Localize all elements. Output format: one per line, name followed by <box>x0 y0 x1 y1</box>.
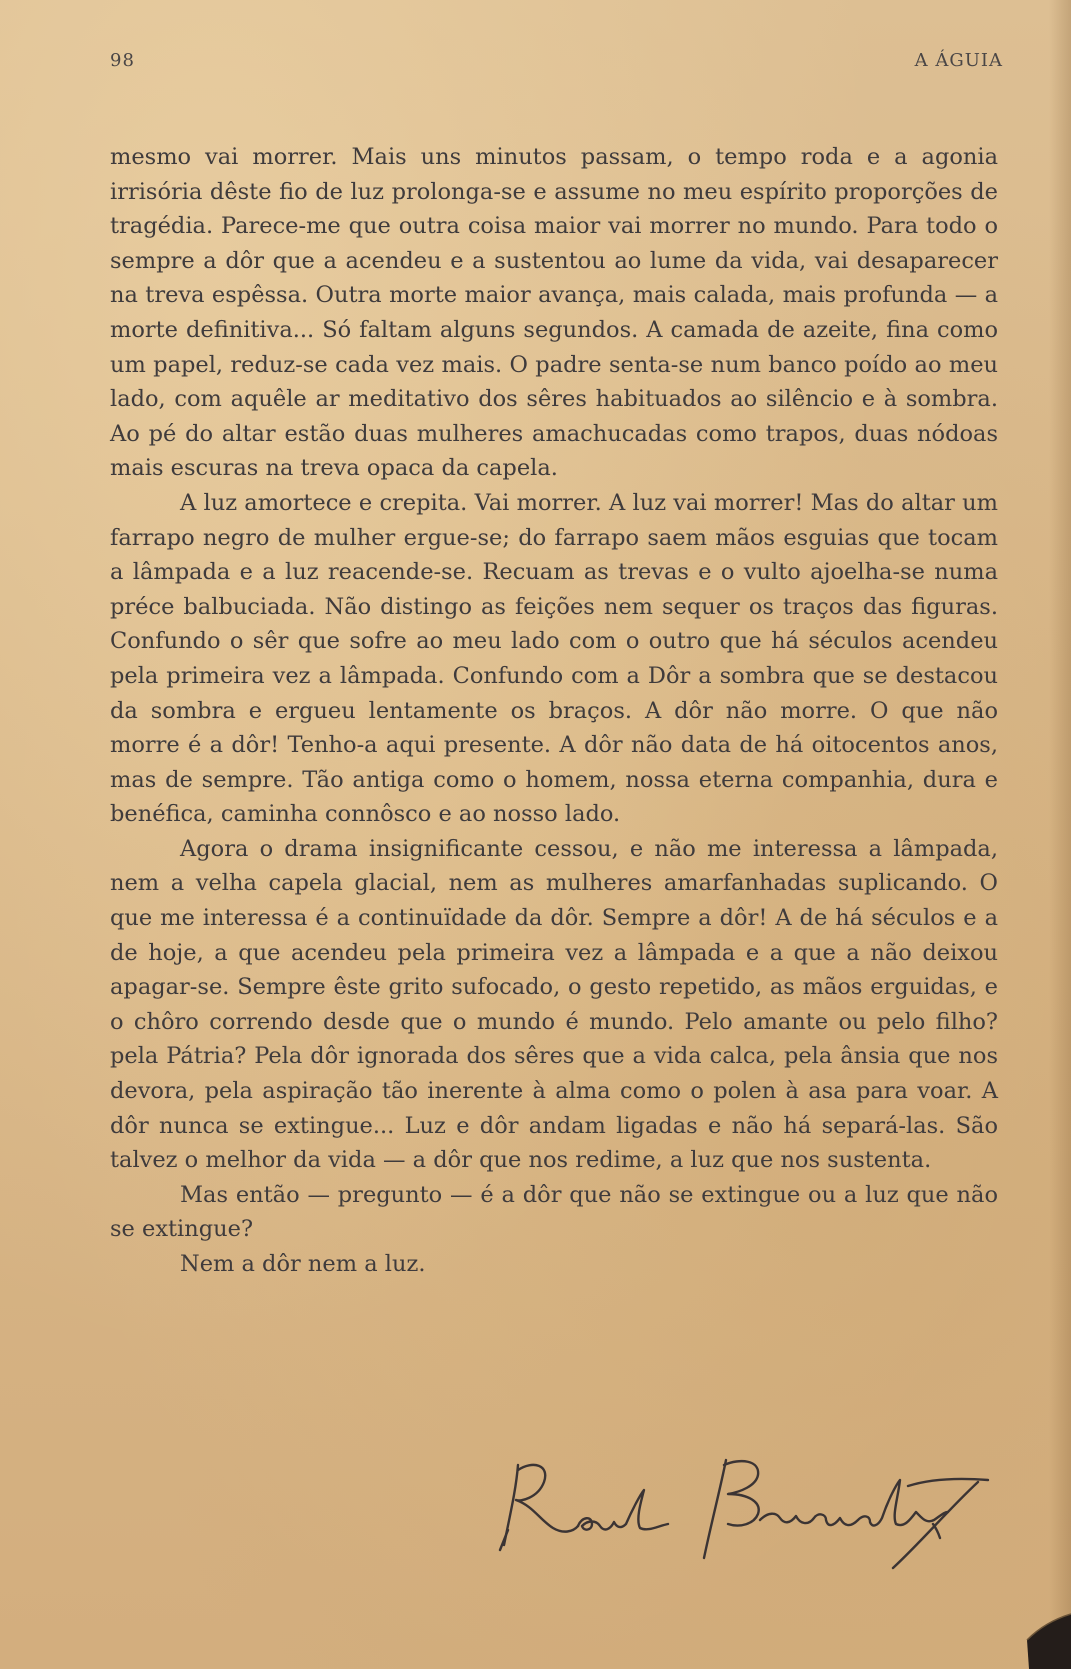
paragraph-1: mesmo vai morrer. Mais uns minutos passam, o tempo roda e a agonia irrisória dêste fio de luz prolonga-se e assume no meu espírito proporções de tragédia. Parece-me que outra coisa maior vai morrer no mundo. Para todo o sempre a dôr que a acendeu e a sustentou ao lume da vida, vai desaparecer na treva espêssa. Outra morte maior avança, mais calada, mais profunda — a morte definitiva... Só faltam alguns segundos. A camada de azeite, fina como um papel, reduz-se cada vez mais. O padre senta-se num banco poído ao meu lado, com aquêle ar meditativo dos sêres habituados ao silêncio e à sombra. Ao pé do altar estão duas mulheres amachucadas como trapos, duas nódoas mais escuras na treva opaca da capela. <box>110 144 998 482</box>
article-body <box>110 140 998 1282</box>
signature <box>478 1420 998 1570</box>
page-number: 98 <box>110 50 135 71</box>
paragraph-5: Nem a dôr nem a luz. <box>180 1251 426 1277</box>
paragraph-3: Agora o drama insignificante cessou, e não me interessa a lâmpada, nem a velha capela glacial, nem as mulheres amarfanhadas suplicando. O que me interessa é a continuïdade da dôr. Sempre a dôr! A de há séculos e a de hoje, a que acendeu pela primeira vez a lâmpada e a que a não deixou apagar-se. Sempre êste grito sufocado, o gesto repetido, as mãos erguidas, e o chôro correndo desde que o mundo é mundo. Pelo amante ou pelo filho? pela Pátria? Pela dôr ignorada dos sêres que a vida calca, pela ânsia que nos devora, pela aspiração tão inerente à alma como o polen à asa para voar. A dôr nunca se extingue... Luz e dôr andam ligadas e não há separá-las. São talvez o melhor da vida — a dôr que nos redime, a luz que nos sustenta. <box>110 835 998 1174</box>
page-corner-tear <box>1023 1600 1071 1669</box>
page-header <box>110 50 1003 76</box>
paragraph-2: A luz amortece e crepita. Vai morrer. A luz vai morrer! Mas do altar um farrapo negro de mulher ergue-se; do farrapo saem mãos esguias que tocam a lâmpada e a luz reacende-se. Recuam as trevas e o vulto ajoelha-se numa préce balbuciada. Não distingo as feições nem sequer os traços das figuras. Confundo o sêr que sofre ao meu lado com o outro que há séculos acendeu pela primeira vez a lâmpada. Confundo com a Dôr a sombra que se destacou da sombra e ergueu lentamente os braços. A dôr não morre. O que não morre é a dôr! Tenho-a aqui presente. A dôr não data de há oitocentos anos, mas de sempre. Tão antiga como o homem, nossa eterna companhia, dura e benéfica, caminha connôsco e ao nosso lado. <box>110 489 998 828</box>
paragraph-4: Mas então — pregunto — é a dôr que não se extingue ou a luz que não se extingue? <box>110 1181 998 1243</box>
page-edge-shadow <box>1049 0 1071 1669</box>
running-title: A ÁGUIA <box>914 50 1003 71</box>
